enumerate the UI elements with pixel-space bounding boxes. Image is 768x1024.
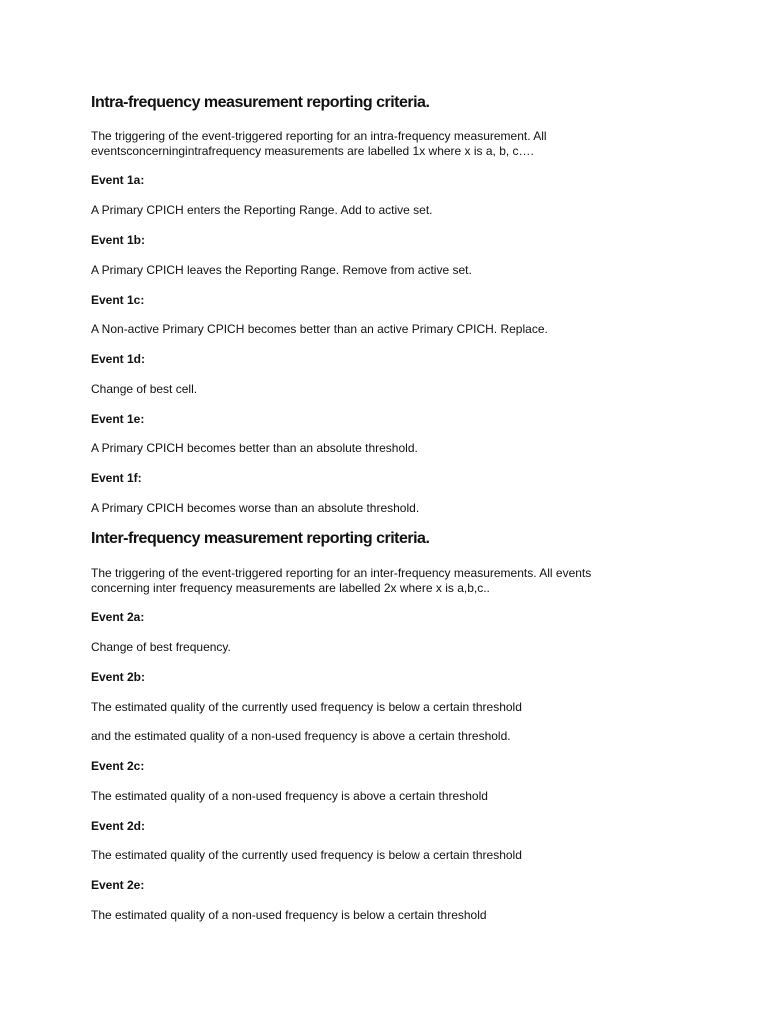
event-label-1d: Event 1d: [91,352,146,366]
event-description-2e: The estimated quality of a non-used frequency is below a certain threshold [91,908,487,922]
section-heading-intra-frequency: Intra-frequency measurement reporting criteria. [91,94,430,111]
event-description-2d: The estimated quality of the currently used frequency is below a certain threshold [91,848,522,862]
event-description-2c: The estimated quality of a non-used frequency is above a certain threshold [91,789,488,803]
section-intro-line: eventsconcerningintrafrequency measurements are labelled 1x where x is a, b, c…. [91,144,534,158]
event-description-1f: A Primary CPICH becomes worse than an absolute threshold. [91,501,420,515]
event-label-2c: Event 2c: [91,759,145,773]
event-label-1f: Event 1f: [91,471,142,485]
section-heading-inter-frequency: Inter-frequency measurement reporting criteria. [91,530,430,547]
event-description-1c: A Non-active Primary CPICH becomes better than an active Primary CPICH. Replace. [91,322,548,336]
event-label-2e: Event 2e: [91,878,145,892]
event-description-1e: A Primary CPICH becomes better than an absolute threshold. [91,441,418,455]
event-description-1d: Change of best cell. [91,382,198,396]
section-intro-line: The triggering of the event-triggered reporting for an inter-frequency measurements. All events [91,566,592,580]
section-intro-line: The triggering of the event-triggered reporting for an intra-frequency measurement. All [91,129,547,143]
event-description-2b-continued: and the estimated quality of a non-used frequency is above a certain threshold. [91,729,511,743]
event-label-1a: Event 1a: [91,173,145,187]
event-label-1e: Event 1e: [91,412,145,426]
section-intro-line: concerning inter frequency measurements are labelled 2x where x is a,b,c.. [91,581,490,595]
event-label-1b: Event 1b: [91,233,146,247]
event-label-2a: Event 2a: [91,610,145,624]
event-label-2d: Event 2d: [91,819,146,833]
event-label-1c: Event 1c: [91,293,145,307]
event-label-2b: Event 2b: [91,670,146,684]
event-description-1b: A Primary CPICH leaves the Reporting Range. Remove from active set. [91,263,472,277]
event-description-1a: A Primary CPICH enters the Reporting Range. Add to active set. [91,203,433,217]
event-description-2b: The estimated quality of the currently used frequency is below a certain threshold [91,700,522,714]
event-description-2a: Change of best frequency. [91,640,231,654]
